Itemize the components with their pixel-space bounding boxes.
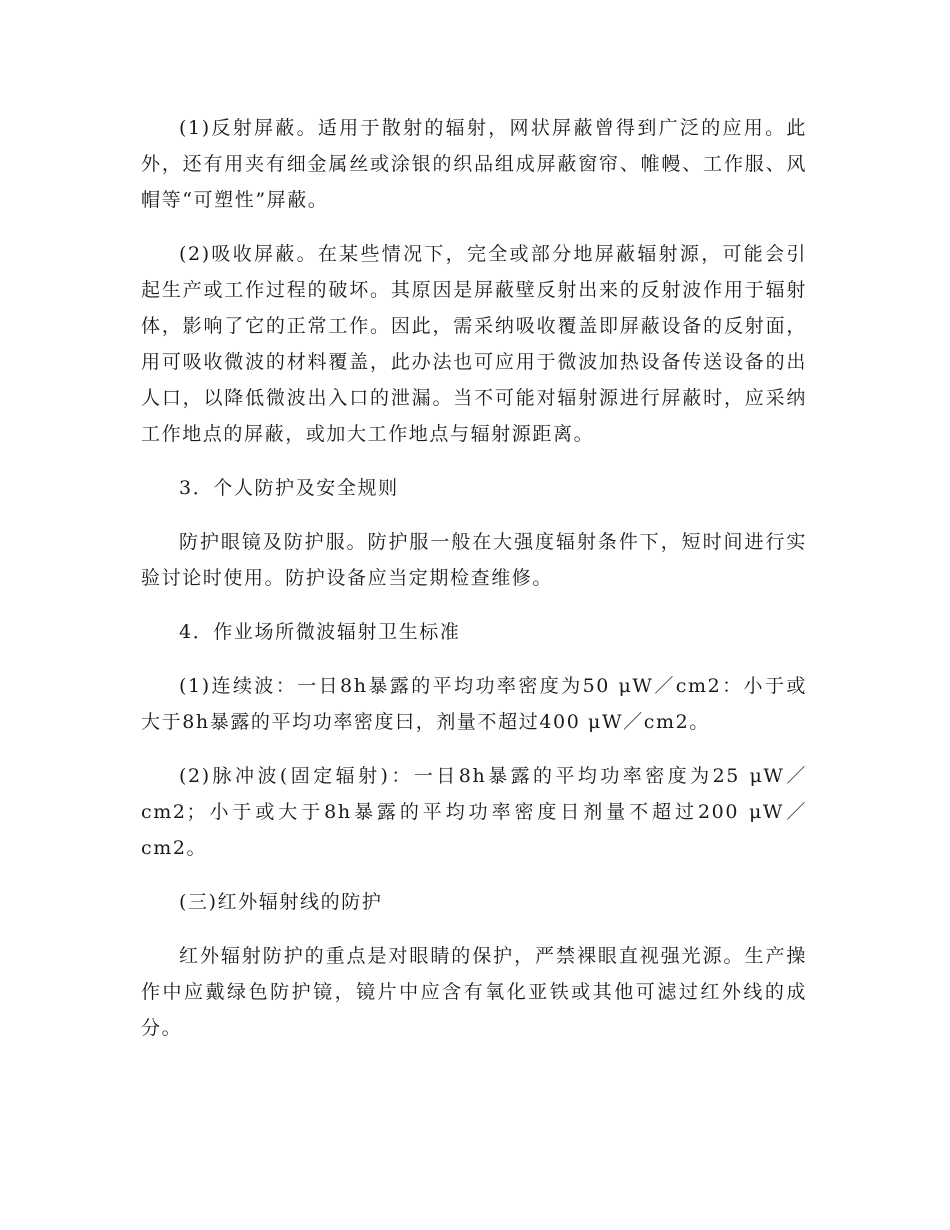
paragraph-pulsed-wave: (2)脉冲波(固定辐射)：一日8h暴露的平均功率密度为25 μW／cm2；小于或大于8h暴露的平均功率密度日剂量不超过200 μW／cm2。 xyxy=(141,765,807,859)
paragraph-reflective-shielding: (1)反射屏蔽。适用于散射的辐射，网状屏蔽曾得到广泛的应用。此外，还有用夹有细金属丝或涂银的织品组成屏蔽窗帘、帷幔、工作服、风帽等“可塑性”屏蔽。 xyxy=(141,117,807,211)
section-heading-hygiene-standard: 4．作业场所微波辐射卫生标准 xyxy=(179,621,461,643)
section-heading-infrared-protection: (三)红外辐射线的防护 xyxy=(179,891,383,913)
paragraph-absorptive-shielding: (2)吸收屏蔽。在某些情况下，完全或部分地屏蔽辐射源，可能会引起生产或工作过程的破坏。其原因是屏蔽壁反射出来的反射波作用于辐射体，影响了它的正常工作。因此，需采纳吸收覆盖即屏蔽设备的反射面，用可吸收微波的材料覆盖，此办法也可应用于微波加热设备传送设备的出人口，以降低微波出入口的泄漏。当不可能对辐射源进行屏蔽时，应采纳工作地点的屏蔽，或加大工作地点与辐射源距离。 xyxy=(141,243,807,445)
paragraph-protective-gear: 防护眼镜及防护服。防护服一般在大强度辐射条件下，短时间进行实验讨论时使用。防护设备应当定期检查维修。 xyxy=(141,531,807,589)
document-body xyxy=(141,110,807,1064)
section-heading-personal-protection: 3．个人防护及安全规则 xyxy=(179,477,399,499)
paragraph-continuous-wave: (1)连续波：一日8h暴露的平均功率密度为50 μW／cm2：小于或大于8h暴露的平均功率密度曰，剂量不超过400 μW／cm2。 xyxy=(141,675,807,733)
paragraph-infrared-eye-protection: 红外辐射防护的重点是对眼睛的保护，严禁裸眼直视强光源。生产操作中应戴绿色防护镜，镜片中应含有氧化亚铁或其他可滤过红外线的成分。 xyxy=(141,945,807,1039)
